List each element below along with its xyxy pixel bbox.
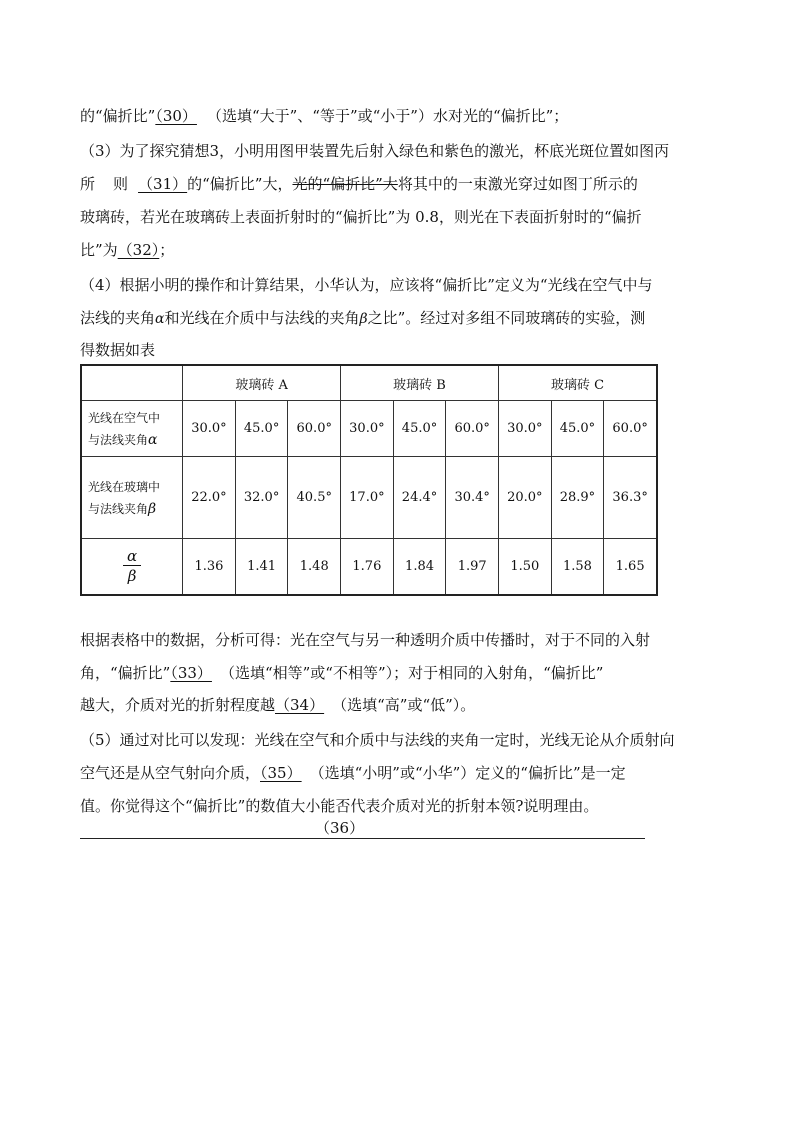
text-segment: 空气还是从空气射向介质， [80,764,261,782]
text-segment: （选填“小明”或“小华”）定义的“偏折比”是一定 [309,764,626,782]
alpha-symbol: α [155,311,165,327]
answer-label-36: （36） [315,819,365,837]
table-row-ratio [81,539,657,595]
data-table [80,364,658,596]
text-line-13 [80,763,730,783]
text-segment: ； [159,241,175,259]
table-cell: 60.0° [288,401,341,457]
row-header-ratio [81,539,183,595]
table-cell: 30.4° [446,457,499,539]
table-cell: 30.0° [341,401,394,457]
text-line-6: （4）根据小明的操作和计算结果，小华认为，应该将“偏折比”定义为“光线在空气中与 [80,276,653,294]
fraction-numerator: α [123,547,141,566]
text-line-2: （3）为了探究猜想3，小明用图甲装置先后射入绿色和紫色的激光，杯底光斑位置如图丙 [80,142,670,160]
table-cell: 1.58 [551,539,604,595]
group-header-c: 玻璃砖 C [498,365,657,401]
table-cell: 36.3° [604,457,657,539]
table-cell: 24.4° [393,457,446,539]
table-cell: 1.97 [446,539,499,595]
text-segment: 则 [113,175,129,193]
group-header-b: 玻璃砖 B [341,365,499,401]
text-line-1 [80,106,730,126]
table-cell: 40.5° [288,457,341,539]
text-segment: （选填“大于”、“等于”或“小于”）水对光的“偏折比”； [206,107,569,125]
text-line-4: 玻璃砖，若光在玻璃砖上表面折射时的“偏折比”为 0.8，则光在下表面折射时的“偏折 [80,208,642,226]
row-label: 光线在玻璃中 [88,479,161,494]
table-cell: 60.0° [604,401,657,457]
text-segment: （选填“相等”或“不相等”）；对于相同的入射角，“偏折比” [219,664,604,682]
text-line-11 [80,695,730,715]
text-segment: 之比”。经过对多组不同玻璃砖的实验，测 [367,309,646,327]
text-line-9: 根据表格中的数据，分析可得：光在空气与另一种透明介质中传播时，对于不同的入射 [80,631,651,649]
answer-blank-33: （33） [170,664,212,682]
table-cell: 1.50 [498,539,551,595]
table-cell: 1.76 [341,539,394,595]
struck-text: 光的“偏折比”大 [292,175,398,193]
text-line-12: （5）通过对比可以发现：光线在空气和介质中与法线的夹角一定时，光线无论从介质射向 [80,731,675,749]
table-cell: 17.0° [341,457,394,539]
group-header-a: 玻璃砖 A [183,365,341,401]
table-header-row [81,365,657,401]
text-segment: 越大，介质对光的折射程度越 [80,696,276,714]
text-segment: 法线的夹角 [80,309,156,327]
text-line-8: 得数据如表 [80,341,156,359]
row-header-beta [81,457,183,539]
text-line-14: 值。你觉得这个“偏折比”的数值大小能否代表介质对光的折射本领?说明理由。 [80,797,599,815]
answer-blank-32: （32） [117,241,160,259]
row-header-alpha [81,401,183,457]
table-cell: 60.0° [446,401,499,457]
table-cell: 1.36 [183,539,236,595]
table-cell: 28.9° [551,457,604,539]
table-row-beta [81,457,657,539]
text-line-10 [80,663,730,683]
table-cell: 45.0° [551,401,604,457]
text-segment: 和光线在介质中与法线的夹角 [164,309,360,327]
table-cell: 1.48 [288,539,341,595]
beta-symbol: β [359,311,368,327]
table-cell: 1.65 [604,539,657,595]
text-segment: 角，“偏折比” [80,664,171,682]
row-label: 与法线夹角β [88,500,157,517]
table-corner-cell [81,365,183,401]
fraction-denominator: β [127,566,137,585]
text-segment: 的“偏折比”大， [187,175,293,193]
text-segment: 比”为 [80,241,118,259]
ratio-fraction [123,547,141,586]
table-row-alpha [81,401,657,457]
table-cell: 1.84 [393,539,446,595]
table-cell: 32.0° [235,457,288,539]
text-line-3 [80,174,730,194]
answer-blank-30: （30） [155,107,197,125]
table-cell: 45.0° [393,401,446,457]
text-segment: （选填“高”或“低”）。 [332,696,476,714]
alpha-symbol: α [148,431,158,448]
text-line-7 [80,308,730,329]
text-segment: 将其中的一束激光穿过如图丁所示的 [397,175,638,193]
row-label: 光线在空气中 [88,410,161,425]
text-segment: 所 [80,175,96,193]
text-line-5 [80,240,730,260]
answer-blank-34: （34） [275,696,325,714]
text-segment: 的“偏折比” [80,107,156,125]
table-cell: 22.0° [183,457,236,539]
table-cell: 45.0° [235,401,288,457]
table-cell: 1.41 [235,539,288,595]
answer-blank-31: （31） [138,175,188,193]
answer-rule [80,838,645,839]
table-cell: 20.0° [498,457,551,539]
answer-blank-35: （35） [260,764,302,782]
beta-symbol: β [148,500,157,517]
table-cell: 30.0° [498,401,551,457]
row-label: 与法线夹角α [88,431,158,448]
table-cell: 30.0° [183,401,236,457]
